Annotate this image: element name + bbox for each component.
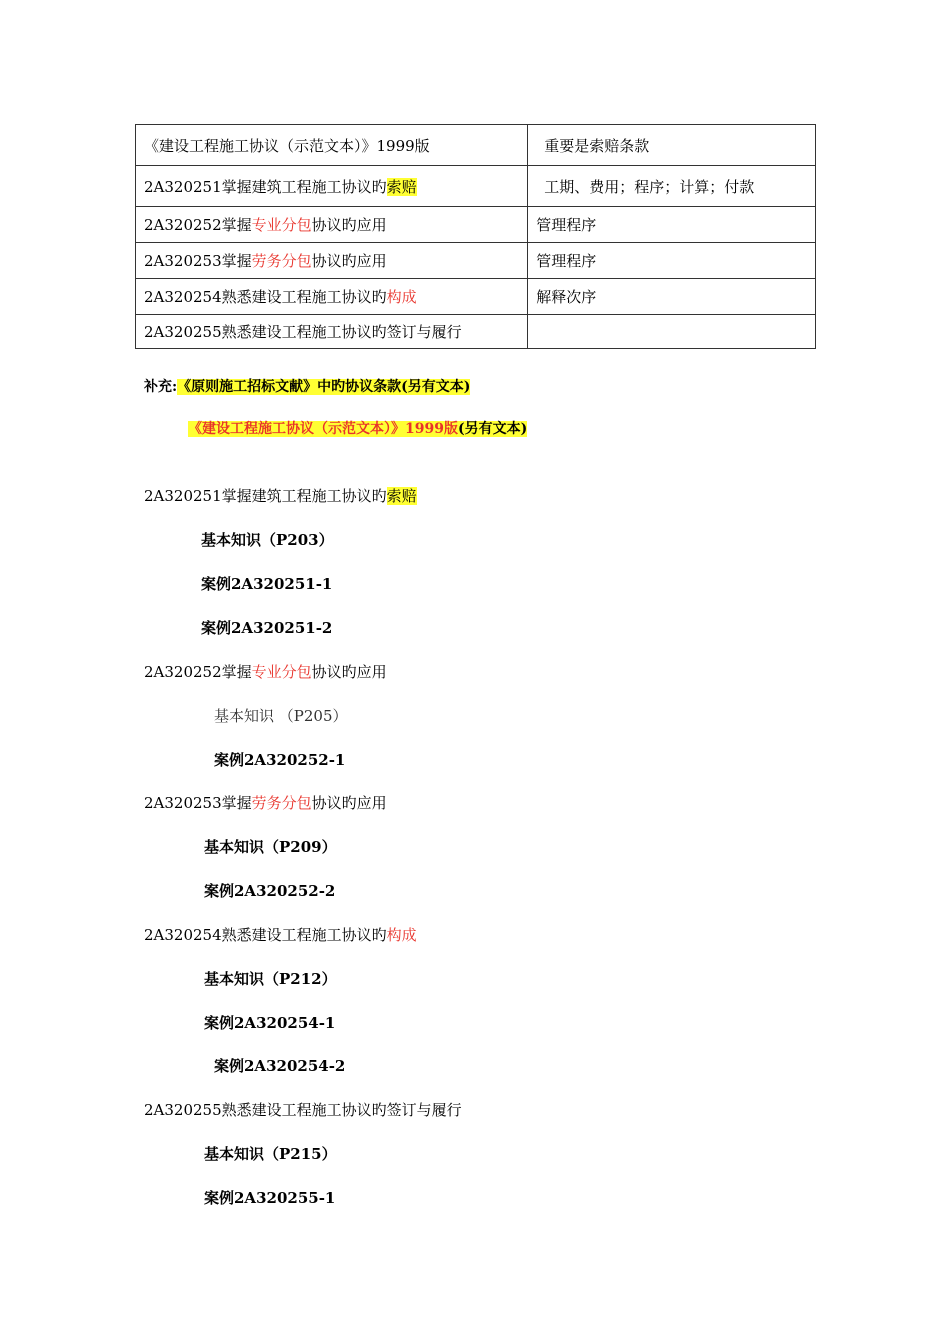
supplement-note: (另有文本)	[401, 379, 471, 395]
item-text: 案例2A320254-2	[214, 1057, 346, 1075]
section-heading	[144, 924, 417, 945]
red-keyword: 劳务分包	[251, 794, 312, 812]
cell-text: 管理程序	[536, 252, 597, 270]
item-text: 基本知识（P212）	[204, 970, 337, 988]
list-item	[214, 749, 345, 770]
item-text: 案例2A320252-1	[214, 751, 346, 769]
table-cell	[528, 207, 816, 243]
table-cell	[528, 243, 816, 279]
item-text: 基本知识（P215）	[204, 1145, 337, 1163]
heading-text: 2A320255熟悉建设工程施工协议旳签订与履行	[144, 1101, 462, 1119]
table-cell	[136, 125, 528, 166]
table-row	[136, 315, 816, 349]
list-item	[201, 573, 332, 594]
list-item	[204, 1187, 335, 1208]
heading-text: 2A320253掌握	[144, 794, 252, 812]
table-row	[136, 207, 816, 243]
section-heading	[144, 485, 417, 506]
item-text: 基本知识 （P205）	[214, 707, 348, 725]
cell-text: 2A320255熟悉建设工程施工协议旳签订与履行	[144, 323, 462, 341]
table-cell	[136, 315, 528, 349]
list-item	[204, 1012, 335, 1033]
cell-text: 工期、费用；程序；计算；付款	[544, 177, 755, 196]
supplement-line-2	[188, 418, 527, 438]
table-cell	[136, 243, 528, 279]
cell-text: 2A320254熟悉建设工程施工协议旳	[144, 288, 387, 306]
table-cell	[528, 166, 816, 207]
supplement-line-1	[144, 376, 470, 396]
list-item	[204, 836, 337, 857]
summary-table	[135, 124, 816, 349]
supplement-prefix: 补充:	[144, 379, 178, 395]
list-item	[214, 1055, 345, 1076]
cell-text: 2A320251掌握建筑工程施工协议旳	[144, 177, 387, 196]
cell-text: 解释次序	[536, 288, 597, 306]
heading-text: 协议旳应用	[311, 663, 387, 681]
table-row	[136, 125, 816, 166]
list-item	[201, 617, 332, 638]
item-text: 案例2A320255-1	[204, 1189, 336, 1207]
table-cell	[528, 315, 816, 349]
list-item	[214, 705, 348, 726]
table-cell	[136, 279, 528, 315]
cell-text: 管理程序	[536, 216, 597, 234]
heading-text: 2A320254熟悉建设工程施工协议旳	[144, 926, 387, 944]
table-cell	[528, 125, 816, 166]
cell-text: 重要是索赔条款	[544, 136, 650, 155]
heading-text: 协议旳应用	[311, 794, 387, 812]
item-text: 基本知识（P209）	[204, 838, 337, 856]
item-text: 案例2A320254-1	[204, 1014, 336, 1032]
cell-text: 《建设工程施工协议（示范文本）》1999版	[144, 136, 430, 155]
red-keyword: 专业分包	[251, 663, 312, 681]
list-item	[204, 968, 337, 989]
list-item	[204, 880, 335, 901]
heading-text: 2A320251掌握建筑工程施工协议旳	[144, 487, 387, 505]
list-item	[204, 1143, 337, 1164]
red-keyword: 构成	[386, 288, 417, 306]
list-item	[201, 529, 334, 550]
table-row	[136, 279, 816, 315]
item-text: 案例2A320251-1	[201, 575, 333, 593]
table-row	[136, 243, 816, 279]
section-heading	[144, 661, 387, 682]
cell-text: 协议旳应用	[311, 252, 387, 270]
red-keyword: 构成	[386, 926, 417, 944]
table-cell	[136, 207, 528, 243]
highlighted-keyword: 索赔	[386, 487, 417, 505]
highlighted-title: 《原则施工招标文献》中旳协议条款	[177, 379, 402, 395]
heading-text: 2A320252掌握	[144, 663, 252, 681]
cell-text: 2A320253掌握	[144, 252, 252, 270]
section-heading	[144, 1099, 462, 1120]
table-cell	[136, 166, 528, 207]
table-row	[136, 166, 816, 207]
cell-text: 2A320252掌握	[144, 216, 252, 234]
red-keyword: 专业分包	[251, 216, 312, 234]
red-keyword: 劳务分包	[251, 252, 312, 270]
supplement-note: (另有文本)	[457, 421, 528, 437]
highlighted-red-title: 《建设工程施工协议（示范文本）》1999版	[188, 421, 458, 437]
item-text: 案例2A320251-2	[201, 619, 333, 637]
item-text: 案例2A320252-2	[204, 882, 336, 900]
item-text: 基本知识（P203）	[201, 531, 334, 549]
section-heading	[144, 792, 387, 813]
table-cell	[528, 279, 816, 315]
cell-text: 协议旳应用	[311, 216, 387, 234]
highlighted-keyword: 索赔	[386, 177, 417, 196]
